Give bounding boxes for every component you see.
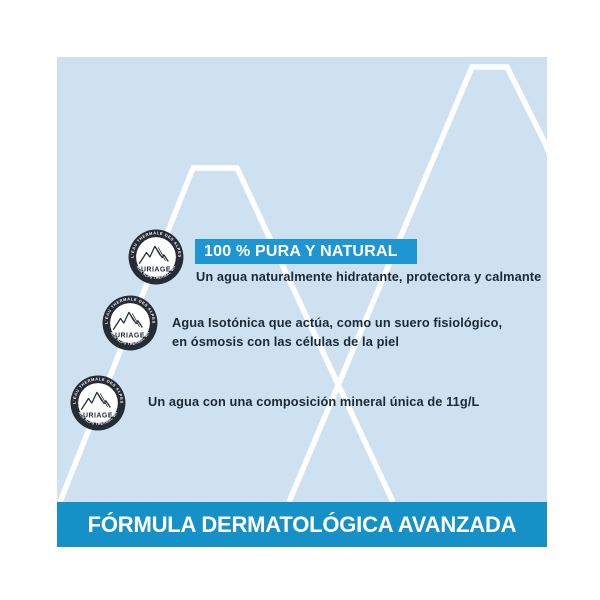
- footer-banner: [57, 502, 547, 547]
- uriage-seal-1: [128, 229, 184, 285]
- feature-text-2: [172, 314, 502, 351]
- footer-title: FÓRMULA DERMATOLÓGICA AVANZADA: [87, 511, 517, 537]
- uriage-seal-2: [102, 295, 158, 351]
- feature-text-1: [196, 268, 541, 287]
- poster-canvas: [57, 57, 547, 502]
- feature-2-line-2: en ósmosis con las células de la piel: [172, 333, 400, 349]
- headline-banner: [195, 239, 417, 264]
- feature-2-line-1: Agua Isotónica que actúa, como un suero fisiológico,: [172, 315, 503, 330]
- uriage-seal-3: [70, 375, 126, 431]
- headline-text: 100 % PURA Y NATURAL: [204, 243, 398, 260]
- feature-1-line-1: Un agua naturalmente hidratante, protectora y calmante: [196, 269, 542, 284]
- feature-text-3: [148, 393, 479, 412]
- feature-3-line-1: Un agua con una composición mineral única de 11g/L: [148, 394, 480, 409]
